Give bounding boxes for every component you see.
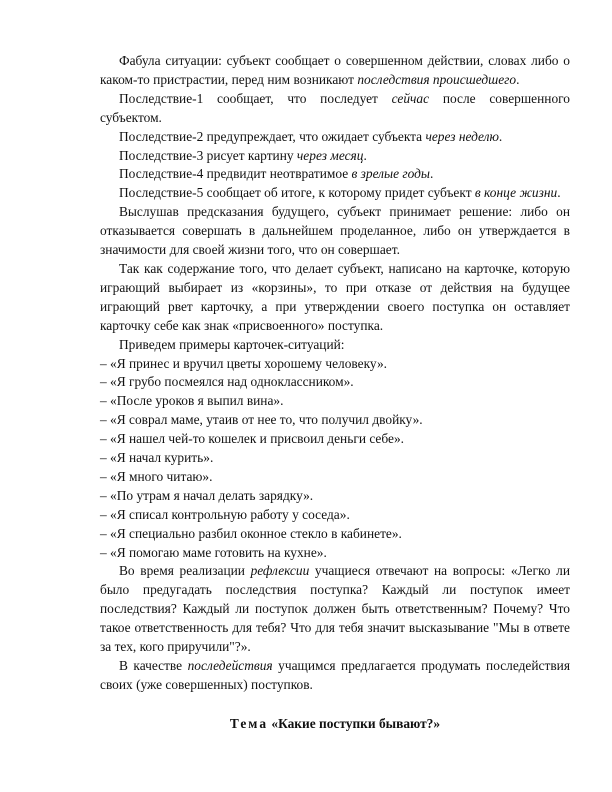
c2-emphasis: через неделю [425, 128, 499, 144]
fabula-end: . [516, 71, 520, 87]
list-item: – «Я грубо посмеялся над одноклассником». [100, 374, 354, 390]
topic-title: «Какие поступки бывают?» [271, 715, 441, 731]
aftereffect-text: В качестве [119, 658, 188, 673]
c1-text: Последствие-1 сообщает, что последует [119, 90, 392, 106]
c4-emphasis: в зрелые годы [351, 166, 430, 182]
list-item: – «Я соврал маме, утаив от нее то, что получил двойку». [100, 412, 423, 428]
paragraph-consequence-4 [100, 165, 570, 184]
aftereffect-end: учащимся предлагается продумать последействия своих (уже совершенных) поступков. [100, 658, 570, 692]
document-page [100, 52, 570, 747]
fabula-emphasis: последствия происшедшего [357, 71, 517, 87]
topic-label: Тема [229, 715, 269, 731]
list-item: – «Я принес и вручил цветы хорошему человеку». [100, 355, 387, 371]
list-item: – «Я начал курить». [100, 450, 214, 466]
reflection-emphasis: рефлексии [250, 563, 310, 579]
paragraph-aftereffect [100, 657, 570, 695]
paragraph-consequence-3 [100, 147, 570, 166]
c3-end: . [363, 147, 367, 163]
list-item: – «Я специально разбил оконное стекло в кабинете». [100, 525, 402, 541]
paragraph-fabula [100, 52, 570, 90]
paragraph-consequence-1 [100, 90, 570, 128]
c2-end: . [498, 128, 503, 144]
c5-end: . [557, 185, 561, 201]
paragraph-consequence-2 [100, 128, 570, 147]
list-item: – «Я много читаю». [100, 468, 213, 484]
c2-text: Последствие-2 предупреждает, что ожидает субъекта [119, 128, 426, 144]
list-item: – «Я списал контрольную работу у соседа». [100, 506, 350, 522]
c4-end: . [429, 166, 434, 182]
paragraph-decision: Выслушав предсказания будущего, субъект принимает решение: либо он отказывается совершать в дальнейшем проделанное, либо он утверждается в значимости для своей жизни того, что он совершает. [100, 204, 570, 258]
list-item: – «Я помогаю маме готовить на кухне». [100, 544, 327, 560]
list-item: – «По утрам я начал делать зарядку». [100, 487, 314, 503]
c3-emphasis: через месяц [296, 147, 364, 163]
topic-heading [100, 715, 570, 734]
paragraph-consequence-5 [100, 184, 570, 203]
paragraph-examples-intro: Приведем примеры карточек-ситуаций: [119, 336, 345, 352]
c5-text: Последствие-5 сообщает об итоге, к которому придет субъект [119, 185, 475, 201]
list-item: – «Я нашел чей-то кошелек и присвоил деньги себе». [100, 431, 405, 447]
reflection-end: учащиеся отвечают на вопросы: «Легко ли было предугадать последствия поступка? Каждый ли поступок имеет последствия? Каждый ли поступок должен быть ответственным? Почему? Что такое ответственность для тебя? Что для тебя значит высказывание "Мы в ответе за тех, кого приручили"?». [100, 563, 570, 655]
c4-text: Последствие-4 предвидит неотвратимое [119, 166, 352, 182]
c3-text: Последствие-3 рисует картину [119, 147, 297, 163]
paragraph-cards: Так как содержание того, что делает субъект, написано на карточке, которую играющий выбирает из «корзины», то при отказе от действия на будущее играющий рвет карточку, а при утверждении своего поступка он оставляет карточку себе как знак «присвоенного» поступка. [100, 260, 570, 333]
c5-emphasis: в конце жизни [474, 185, 558, 201]
list-item: – «После уроков я выпил вина». [100, 393, 284, 409]
c1-emphasis: сейчас [391, 90, 430, 106]
c1-end: после совершенного субъектом. [100, 90, 570, 125]
paragraph-reflection [100, 562, 570, 657]
reflection-text: Во время реализации [119, 563, 251, 579]
fabula-text: Фабула ситуации: субъект сообщает о совершенном действии, словах либо о каком-то пристрастии, перед ним возникают [100, 53, 570, 87]
aftereffect-emphasis: последействия [187, 658, 273, 673]
examples-list [100, 355, 570, 563]
